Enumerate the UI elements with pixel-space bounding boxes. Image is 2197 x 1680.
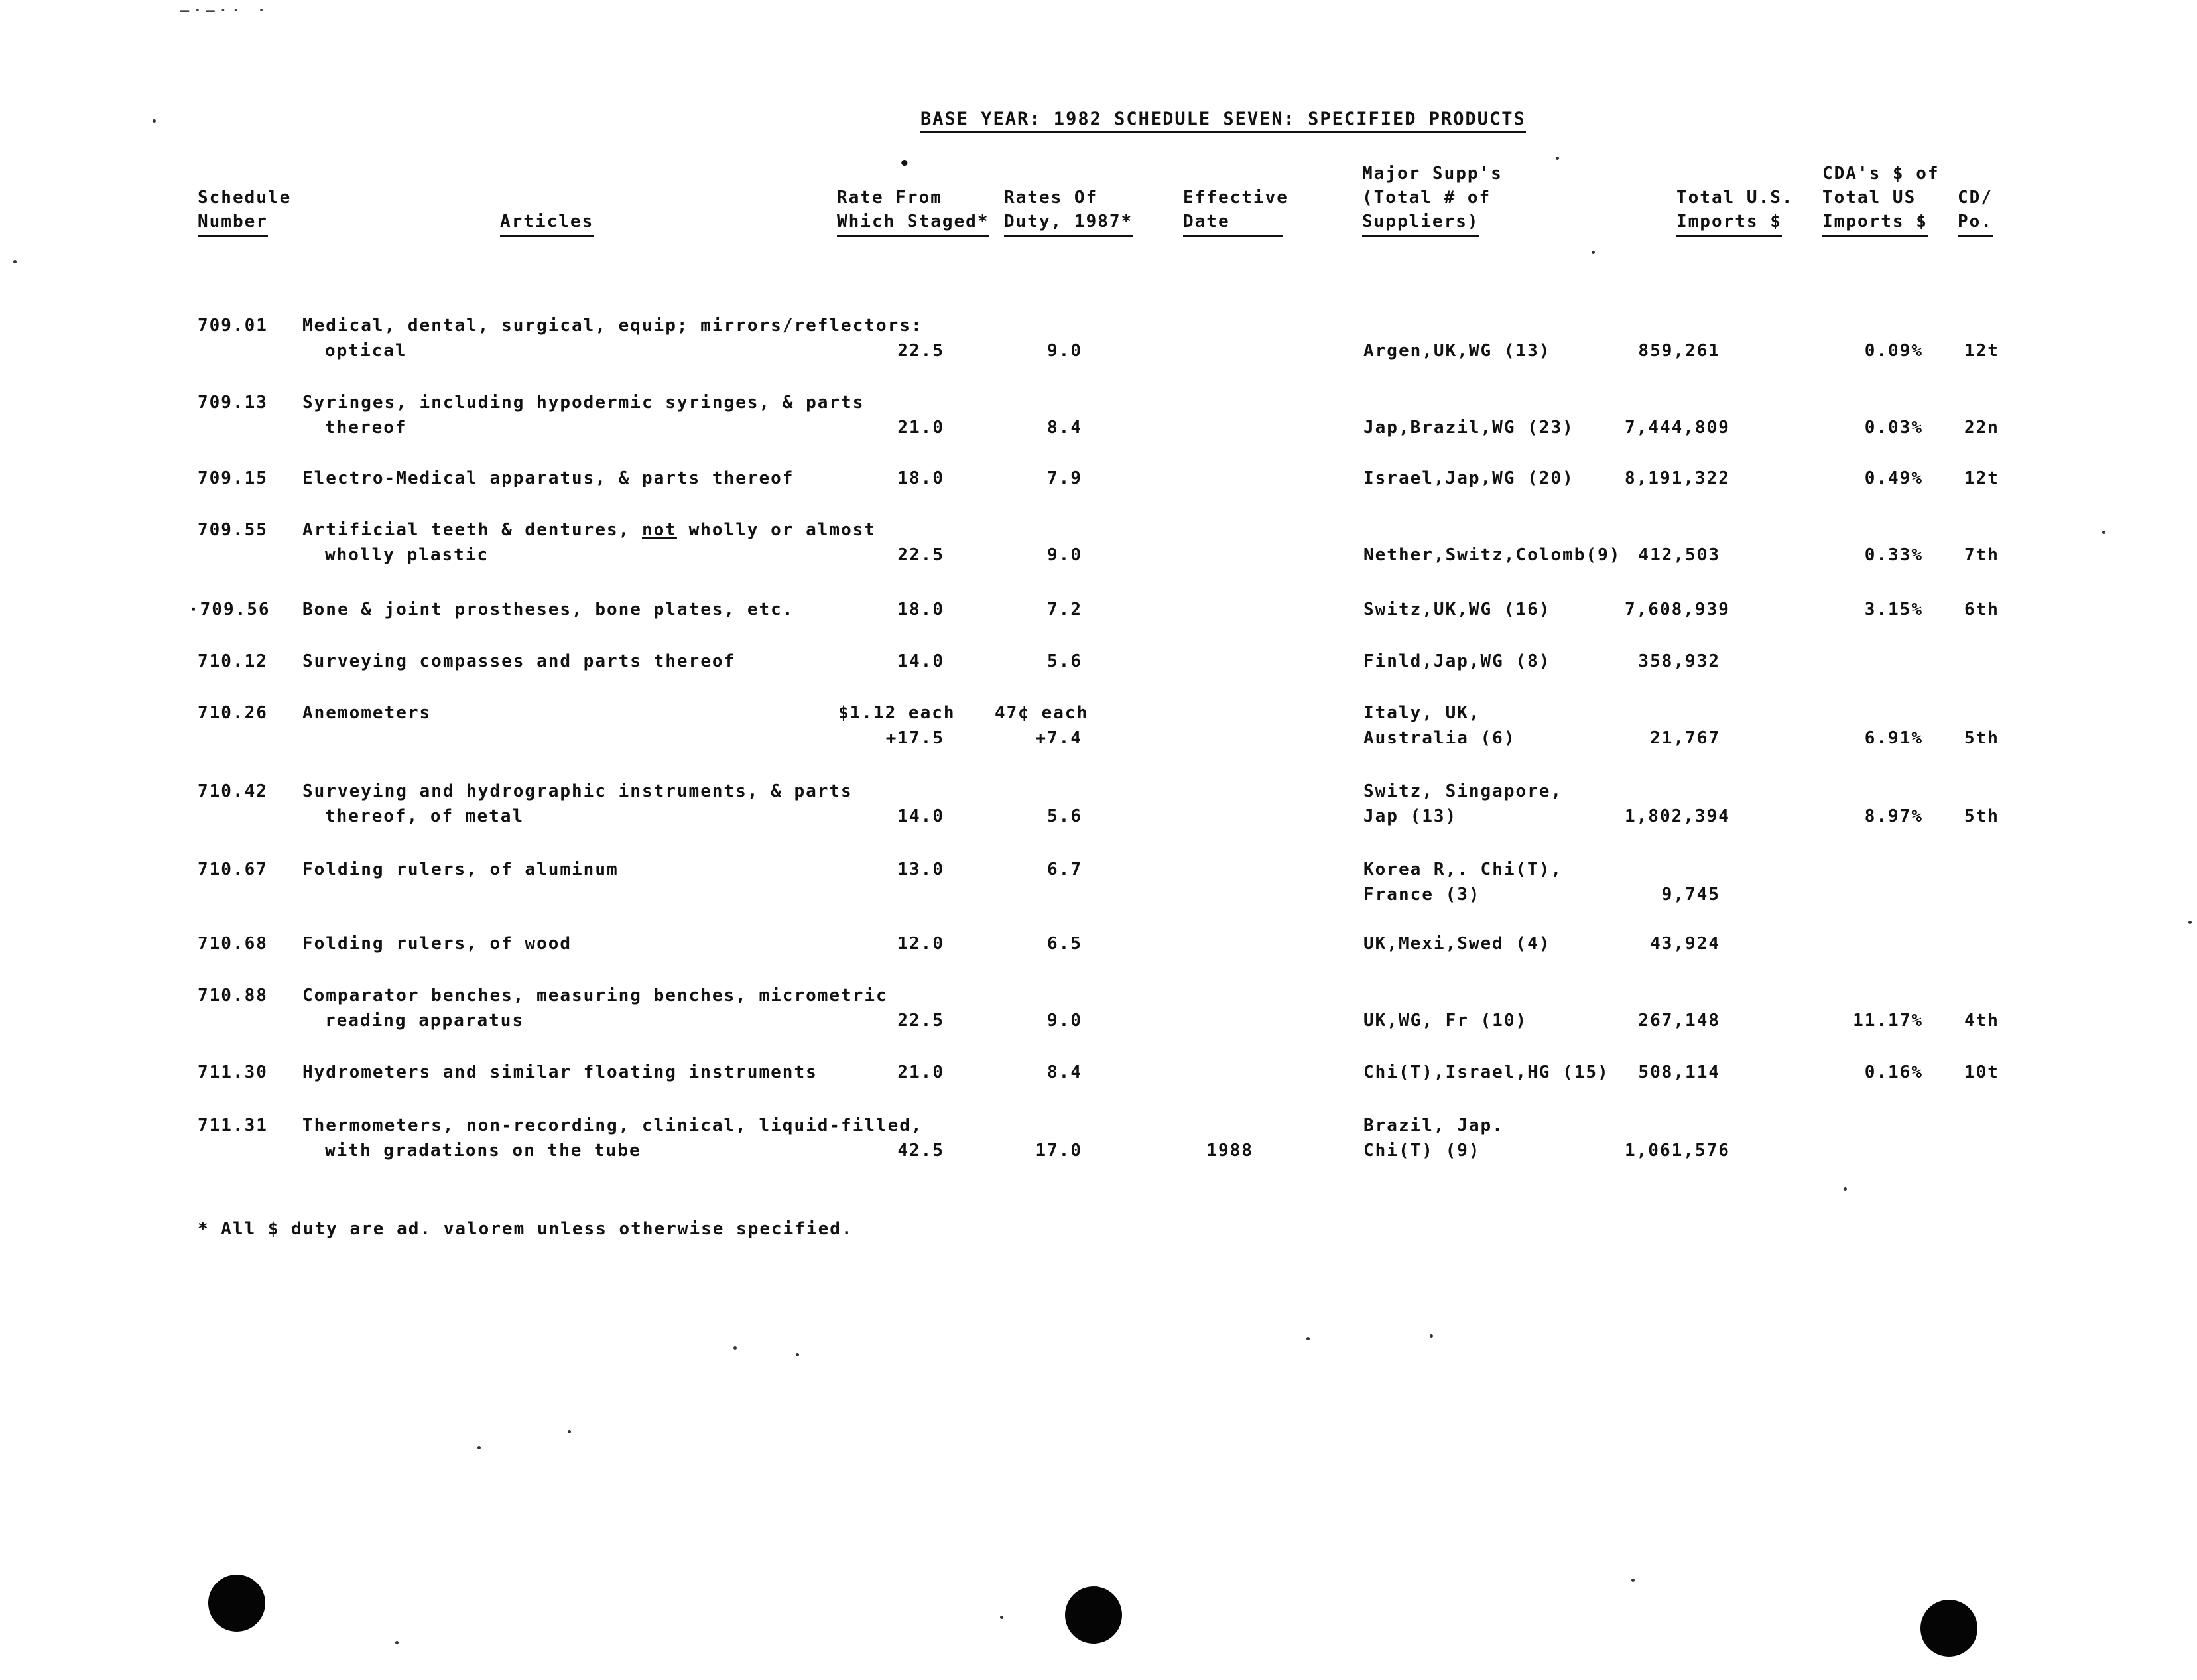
header-cda-pos <box>1958 186 1993 237</box>
article-description: Hydrometers and similar floating instruments <box>302 1063 818 1082</box>
header-asterisk-mark: • <box>899 154 911 174</box>
article-description: Surveying compasses and parts thereof <box>302 651 736 671</box>
rate-cell: 18.0 <box>897 468 944 488</box>
cda-cell: 0.49% <box>1864 468 1923 488</box>
rate-cell: 22.5 <box>897 545 944 565</box>
supp-cell: Chi(T),Israel,HG (15) <box>1363 1063 1609 1082</box>
supp-cell: Jap,Brazil,WG (23) <box>1363 418 1574 438</box>
header-rate-from-line1: Rate From <box>837 188 942 208</box>
article-description: Thermometers, non-recording, clinical, liquid-filled, <box>302 1116 923 1135</box>
supp-cell: France (3) <box>1363 885 1481 905</box>
duty-cell: 7.2 <box>1047 600 1082 619</box>
schedule-number: 709.55 <box>198 520 268 540</box>
rate-cell: 21.0 <box>897 418 944 438</box>
article-description: reading apparatus <box>325 1011 525 1031</box>
header-rates-of-duty <box>1004 186 1133 237</box>
header-articles <box>500 210 594 237</box>
article-description: Bone & joint prostheses, bone plates, etc. <box>302 600 794 619</box>
imp-cell: 267,148 <box>1638 1011 1720 1031</box>
rate-cell: $1.12 each <box>838 703 956 723</box>
header-articles-label: Articles <box>500 210 594 237</box>
header-total-us-imports-line1: Total U.S. <box>1676 188 1794 208</box>
scan-speck <box>568 1430 571 1433</box>
header-effective-date-line2: Date <box>1183 210 1283 237</box>
rate-cell: 22.5 <box>897 341 944 361</box>
supp-cell: UK,WG, Fr (10) <box>1363 1011 1528 1031</box>
page-title: BASE YEAR: 1982 SCHEDULE SEVEN: SPECIFIED PRODUCTS <box>920 109 1526 133</box>
imp-cell: 7,608,939 <box>1625 600 1730 619</box>
header-major-suppliers <box>1362 162 1503 237</box>
schedule-number: 711.30 <box>198 1063 268 1082</box>
supp-cell: UK,Mexi,Swed (4) <box>1363 934 1551 954</box>
scan-speck <box>477 1446 481 1449</box>
rate-cell: 42.5 <box>897 1141 944 1161</box>
supp-cell: Jap (13) <box>1363 807 1458 826</box>
header-cda-pos-line2: Po. <box>1958 210 1993 237</box>
scan-speck <box>153 119 156 123</box>
header-total-us-imports-line2: Imports $ <box>1676 210 1782 237</box>
article-description: thereof, of metal <box>325 807 525 826</box>
supp-cell: Brazil, Jap. <box>1363 1116 1504 1135</box>
supp-cell: Finld,Jap,WG (8) <box>1363 651 1551 671</box>
duty-cell: 5.6 <box>1047 807 1082 826</box>
supp-cell: Nether,Switz,Colomb(9) <box>1363 545 1621 565</box>
header-total-us-imports <box>1676 186 1794 237</box>
schedule-number: 709.01 <box>198 316 268 336</box>
duty-cell: 8.4 <box>1047 1063 1082 1082</box>
scan-speck <box>796 1353 799 1356</box>
pos-cell: 12t <box>1964 468 1999 488</box>
pos-cell: 7th <box>1964 545 1999 565</box>
pos-cell: 10t <box>1964 1063 1999 1082</box>
cda-cell: 0.16% <box>1864 1063 1923 1082</box>
article-description: Comparator benches, measuring benches, micrometric <box>302 986 888 1005</box>
scan-speck <box>1556 157 1559 160</box>
supp-cell: Italy, UK, <box>1363 703 1481 723</box>
rate-cell: 14.0 <box>897 651 944 671</box>
rate-cell: 13.0 <box>897 860 944 879</box>
duty-cell: 9.0 <box>1047 341 1082 361</box>
header-schedule-line1: Schedule <box>198 188 292 208</box>
footnote: * All $ duty are ad. valorem unless otherwise specified. <box>198 1219 853 1239</box>
header-major-suppliers-line2: (Total # of <box>1362 188 1491 208</box>
rate-cell: +17.5 <box>885 728 944 748</box>
article-description: Artificial teeth & dentures, not wholly or almost <box>302 520 877 540</box>
pos-cell: 22n <box>1964 418 1999 438</box>
cda-cell: 11.17% <box>1853 1011 1923 1031</box>
article-description: optical <box>325 341 407 361</box>
scan-speck <box>1000 1616 1003 1619</box>
header-cda-share-line2: Total US <box>1822 188 1916 208</box>
article-description: Surveying and hydrographic instruments, & parts <box>302 781 853 801</box>
imp-cell: 1,061,576 <box>1625 1141 1730 1161</box>
article-description: with gradations on the tube <box>325 1141 641 1161</box>
header-cda-share <box>1822 162 1940 237</box>
article-description: wholly plastic <box>325 545 489 565</box>
header-schedule-number <box>198 186 291 237</box>
header-rate-from <box>837 186 989 237</box>
duty-cell: 9.0 <box>1047 1011 1082 1031</box>
header-schedule-line2: Number <box>198 210 268 237</box>
scan-speck <box>1592 251 1595 254</box>
cda-cell: 0.03% <box>1864 418 1923 438</box>
header-cda-share-line3: Imports $ <box>1822 210 1928 237</box>
schedule-number: 710.88 <box>198 986 268 1005</box>
scan-speck <box>395 1641 399 1644</box>
article-description: Folding rulers, of aluminum <box>302 860 619 879</box>
punch-hole-right <box>1920 1600 1977 1657</box>
scan-speck <box>1306 1337 1310 1340</box>
scan-speck <box>13 260 17 263</box>
imp-cell: 859,261 <box>1638 341 1720 361</box>
article-description: Folding rulers, of wood <box>302 934 572 954</box>
header-rates-of-duty-line1: Rates Of <box>1004 188 1098 208</box>
supp-cell: Switz,UK,WG (16) <box>1363 600 1551 619</box>
schedule-number: 710.12 <box>198 651 268 671</box>
imp-cell: 43,924 <box>1650 934 1720 954</box>
header-major-suppliers-line3: Suppliers) <box>1362 210 1479 237</box>
header-effective-date-line1: Effective <box>1183 188 1288 208</box>
header-cda-pos-line1: CD/ <box>1958 188 1993 208</box>
article-description: Electro-Medical apparatus, & parts thereof <box>302 468 794 488</box>
punch-hole-left <box>208 1575 265 1632</box>
imp-cell: 358,932 <box>1638 651 1720 671</box>
punch-hole-center <box>1065 1586 1122 1644</box>
date-cell: 1988 <box>1206 1141 1253 1161</box>
scan-speck <box>2188 921 2192 924</box>
rate-cell: 22.5 <box>897 1011 944 1031</box>
header-rate-from-line2: Which Staged* <box>837 210 989 237</box>
imp-cell: 8,191,322 <box>1625 468 1730 488</box>
scan-speck <box>1844 1187 1847 1191</box>
duty-cell: 6.7 <box>1047 860 1082 879</box>
supp-cell: Argen,UK,WG (13) <box>1363 341 1551 361</box>
schedule-number: 710.68 <box>198 934 268 954</box>
supp-cell: Switz, Singapore, <box>1363 781 1563 801</box>
rate-cell: 12.0 <box>897 934 944 954</box>
emphasis-not: not <box>641 520 677 540</box>
cda-cell: 8.97% <box>1864 807 1923 826</box>
schedule-number: 710.42 <box>198 781 268 801</box>
article-description: Medical, dental, surgical, equip; mirrors/reflectors: <box>302 316 923 336</box>
cda-cell: 6.91% <box>1864 728 1923 748</box>
top-left-mark: —·—·· · <box>180 3 270 19</box>
imp-cell: 1,802,394 <box>1625 807 1730 826</box>
pos-cell: 4th <box>1964 1011 1999 1031</box>
cda-cell: 0.09% <box>1864 341 1923 361</box>
pos-cell: 5th <box>1964 728 1999 748</box>
imp-cell: 412,503 <box>1638 545 1720 565</box>
duty-cell: 7.9 <box>1047 468 1082 488</box>
schedule-number: 710.67 <box>198 860 268 879</box>
pos-cell: 5th <box>1964 807 1999 826</box>
schedule-number: 711.31 <box>198 1116 268 1135</box>
supp-cell: Australia (6) <box>1363 728 1516 748</box>
supp-cell: Israel,Jap,WG (20) <box>1363 468 1574 488</box>
header-rates-of-duty-line2: Duty, 1987* <box>1004 210 1133 237</box>
scan-speck <box>2102 531 2105 534</box>
duty-cell: 5.6 <box>1047 651 1082 671</box>
duty-cell: 17.0 <box>1035 1141 1082 1161</box>
duty-cell: 6.5 <box>1047 934 1082 954</box>
header-effective-date <box>1183 186 1288 237</box>
duty-cell: 47¢ each <box>995 703 1089 723</box>
article-description: Anemometers <box>302 703 432 723</box>
cda-cell: 0.33% <box>1864 545 1923 565</box>
duty-cell: +7.4 <box>1035 728 1082 748</box>
scan-speck <box>1631 1579 1635 1582</box>
imp-cell: 508,114 <box>1638 1063 1720 1082</box>
supp-cell: Korea R,. Chi(T), <box>1363 860 1563 879</box>
article-description: Syringes, including hypodermic syringes, & parts <box>302 393 865 413</box>
imp-cell: 21,767 <box>1650 728 1720 748</box>
schedule-number: 709.15 <box>198 468 268 488</box>
rate-cell: 21.0 <box>897 1063 944 1082</box>
duty-cell: 9.0 <box>1047 545 1082 565</box>
header-cda-share-line1: CDA's $ of <box>1822 164 1940 184</box>
rate-cell: 14.0 <box>897 807 944 826</box>
schedule-number: 710.26 <box>198 703 268 723</box>
imp-cell: 7,444,809 <box>1625 418 1730 438</box>
schedule-number: 709.13 <box>198 393 268 413</box>
scan-speck <box>733 1346 737 1350</box>
header-major-suppliers-line1: Major Supp's <box>1362 164 1503 184</box>
supp-cell: Chi(T) (9) <box>1363 1141 1481 1161</box>
schedule-number: ·709.56 <box>188 600 271 619</box>
article-description: thereof <box>325 418 407 438</box>
imp-cell: 9,745 <box>1661 885 1720 905</box>
rate-cell: 18.0 <box>897 600 944 619</box>
cda-cell: 3.15% <box>1864 600 1923 619</box>
pos-cell: 12t <box>1964 341 1999 361</box>
pos-cell: 6th <box>1964 600 1999 619</box>
scan-speck <box>1430 1334 1433 1338</box>
duty-cell: 8.4 <box>1047 418 1082 438</box>
